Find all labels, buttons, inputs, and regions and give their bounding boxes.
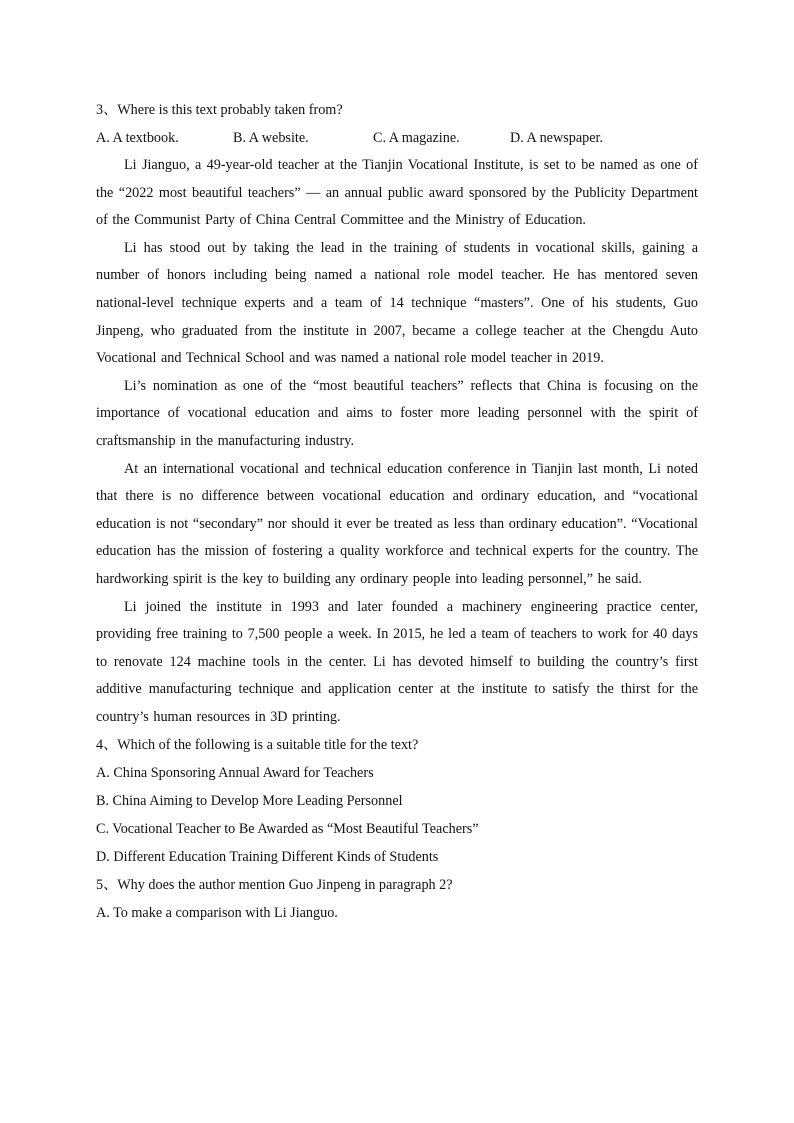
q4-option-d: D. Different Education Training Different Kinds of Students bbox=[96, 849, 439, 866]
q4-option-b: B. China Aiming to Develop More Leading Personnel bbox=[96, 793, 403, 810]
passage-paragraph-1: Li Jianguo, a 49-year-old teacher at the Tianjin Vocational Institute, is set to be named as one of the “2022 most beautiful teachers” — an annual public award sponsored by the Publicity Department of the Communist Party of China Central Committee and the Ministry of Education. bbox=[96, 157, 698, 229]
q5-option-a: A. To make a comparison with Li Jianguo. bbox=[96, 905, 338, 922]
reading-passage bbox=[96, 152, 698, 731]
q4-option-c: C. Vocational Teacher to Be Awarded as “Most Beautiful Teachers” bbox=[96, 821, 479, 838]
question-5: 5、Why does the author mention Guo Jinpeng in paragraph 2? bbox=[96, 877, 453, 894]
question-4: 4、Which of the following is a suitable title for the text? bbox=[96, 737, 419, 754]
q3-option-c: C. A magazine. bbox=[373, 130, 460, 146]
exam-page bbox=[96, 96, 698, 927]
question-3-options bbox=[96, 124, 698, 152]
q3-option-d: D. A newspaper. bbox=[510, 130, 603, 146]
passage-paragraph-2: Li has stood out by taking the lead in the training of students in vocational skills, gaining a number of honors including being named a national role model teacher. He has mentored seven national-level technique experts and a team of 14 technique “masters”. One of his students, Guo Jinpeng, who graduated from the institute in 2007, became a college teacher at the Chengdu Auto Vocational and Technical School and was named a national role model teacher in 2019. bbox=[96, 239, 698, 367]
passage-paragraph-5: Li joined the institute in 1993 and later founded a machinery engineering practice center, providing free training to 7,500 people a week. In 2015, he led a team of teachers to work for 40 days to renovate 124 machine tools in the center. Li has devoted himself to building the country’s first additive manufacturing technique and application center at the institute to satisfy the thirst for the country’s human resources in 3D printing. bbox=[96, 598, 698, 725]
q3-option-b: B. A website. bbox=[233, 130, 309, 146]
passage-paragraph-3: Li’s nomination as one of the “most beautiful teachers” reflects that China is focusing on the importance of vocational education and aims to foster more leading personnel with the spirit of craftsmanship in the manufacturing industry. bbox=[96, 377, 698, 449]
q3-option-a: A. A textbook. bbox=[96, 130, 179, 146]
question-3: 3、Where is this text probably taken from? bbox=[96, 102, 343, 118]
passage-paragraph-4: At an international vocational and technical education conference in Tianjin last month, Li noted that there is no difference between vocational education and ordinary education, and “vocational education is not “secondary” nor should it ever be treated as less than ordinary education”. “Vocational education has the mission of fostering a quality workforce and technical experts for the country. The hardworking spirit is the key to building any ordinary people into leading personnel,” he said. bbox=[96, 460, 698, 587]
q4-option-a: A. China Sponsoring Annual Award for Teachers bbox=[96, 765, 374, 782]
